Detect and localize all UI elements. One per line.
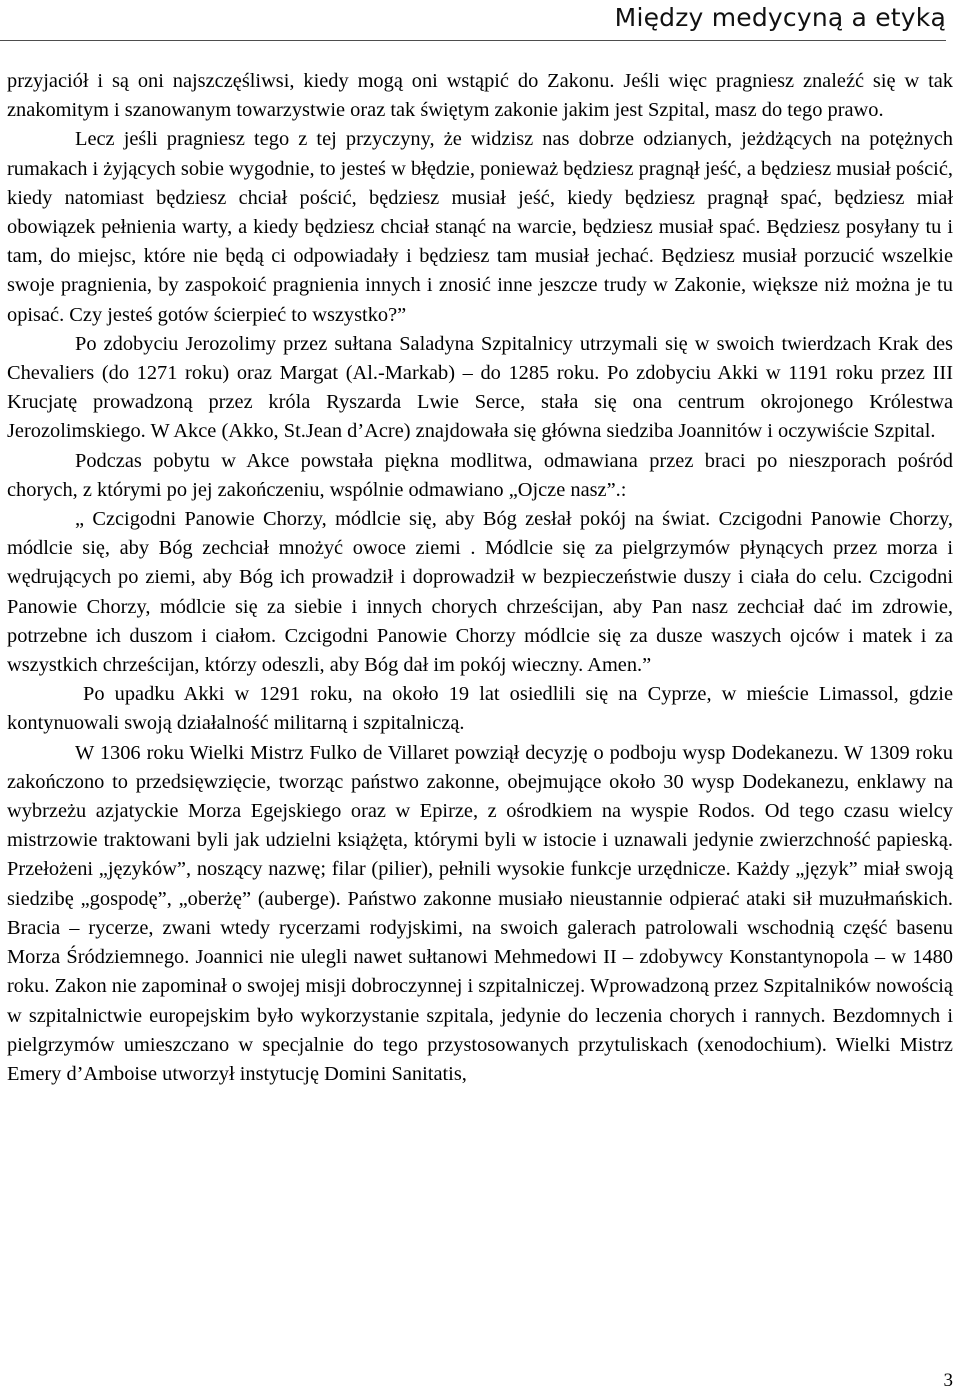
paragraph: W 1306 roku Wielki Mistrz Fulko de Villaret powziął decyzję o podboju wysp Dodekanezu. W 1309 roku zakończono to przedsięwzięcie, tworząc państwo zakonne, obejmujące około 30 wysp Dodekanezu, enklawy na wybrzeżu azjatyckie Morza Egejskiego oraz w Epirze, z ośrodkiem na wyspie Rodos. Od tego czasu wielcy mistrzowie traktowani byli jak udzielni książęta, którymi byli w istocie i uznawali jedynie zwierzchność papieską. Przełożeni „języków”, noszący nazwę; filar (pilier), pełnili wysokie funkcje urzędnicze. Każdy „język” miał swoją siedzibę „gospodę”, „oberżę” (auberge). Państwo zakonne musiało nieustannie odpierać ataki sił muzułmańskich. Bracia – rycerze, zwani wtedy rycerzami rodyjskimi, na swoich galerach patrolowali wschodnią część basenu Morza Śródziemnego. Joannici nie ulegli nawet sułtanowi Mehmedowi II – zdobywcy Konstantynopola – w 1480 roku. Zakon nie zapominał o swojej misji dobroczynnej i szpitalniczej. Wprowadzoną przez Szpitalników nowością w szpitalnictwie europejskim było wykorzystanie szpitala, jedynie do leczenia chorych i rannych. Bezdomnych i pielgrzymów umieszczano w specjalnie do tego przystosowanych przytuliskach (xenodochium). Wielki Mistrz Emery d’Amboise utworzył instytucję Domini Sanitatis, [7,741,953,1085]
page-number: 3 [943,1370,953,1391]
running-title: Między medycyną a etyką [614,3,946,32]
paragraph: Lecz jeśli pragniesz tego z tej przyczyny, że widzisz nas dobrze odzianych, jeżdżących na potężnych rumakach i żyjących sobie wygodnie, to jesteś w błędzie, ponieważ będziesz pragnął jeść, a będziesz musiał pościć, kiedy natomiast będziesz chciał pościć, będziesz musiał jeść, kiedy będziesz pragnął spać, będziesz miał obowiązek pełnienia warty, a kiedy będziesz chciał stanąć na warcie, będziesz musiał spać. Będziesz posyłany tu i tam, do miejsc, które nie będą ci odpowiadały i będziesz tam musiał jechać. Będziesz musiał porzucić wszelkie swoje pragnienia, by zaspokoić pragnienia innych i znosić inne jeszcze trudy w Zakonie, większe niż można je tu opisać. Czy jesteś gotów ścierpieć to wszystko?” [7,128,953,326]
paragraph-continuation: przyjaciół i są oni najszczęśliwsi, kiedy mogą oni wstąpić do Zakonu. Jeśli więc pragniesz znaleźć się w tak znakomitym i szanowanym towarzystwie oraz tak świętym zakonie jakim jest Szpital, masz do tego prawo. [7,70,953,122]
paragraph: Podczas pobytu w Akce powstała piękna modlitwa, odmawiana przez braci po nieszporach pośród chorych, z którymi po jej zakończeniu, wspólnie odmawiano „Ojcze nasz”.: [7,449,953,501]
page-header [0,0,946,41]
paragraph: Po upadku Akki w 1291 roku, na około 19 lat osiedlili się na Cyprze, w mieście Limassol, gdzie kontynuowali swoją działalność militarną i szpitalniczą. [7,683,953,735]
paragraph: Po zdobyciu Jerozolimy przez sułtana Saladyna Szpitalnicy utrzymali się w swoich twierdzach Krak des Chevaliers (do 1271 roku) oraz Margat (Al.-Markab) – do 1285 roku. Po zdobyciu Akki w 1191 roku przez III Krucjatę prowadzoną przez króla Ryszarda Lwie Serce, stała się ona centrum okrojonego Królestwa Jerozolimskiego. W Akce (Akko, St.Jean d’Acre) znajdowała się główna siedziba Joannitów i oczywiście Szpital. [7,332,953,443]
body-text [7,67,953,1089]
prayer-quote: „ Czcigodni Panowie Chorzy, módlcie się, aby Bóg zesłał pokój na świat. Czcigodni Panowie Chorzy, módlcie się, aby Bóg zechciał mnożyć owoce ziemi . Módlcie się za pielgrzymów płynących przez morza i wędrujących po ziemi, aby Bóg ich prowadził i doprowadził w bezpieczeństwie duszy i ciała do celu. Czcigodni Panowie Chorzy, módlcie się za siebie i innych chorych chrześcijan, aby Pan nasz zechciał dać im zdrowie, potrzebne ich duszom i ciałom. Czcigodni Panowie Chorzy módlcie się za dusze waszych ojców i matek i za wszystkich chrześcijan, którzy odeszli, aby Bóg dał im pokój wieczny. Amen.” [7,508,953,677]
